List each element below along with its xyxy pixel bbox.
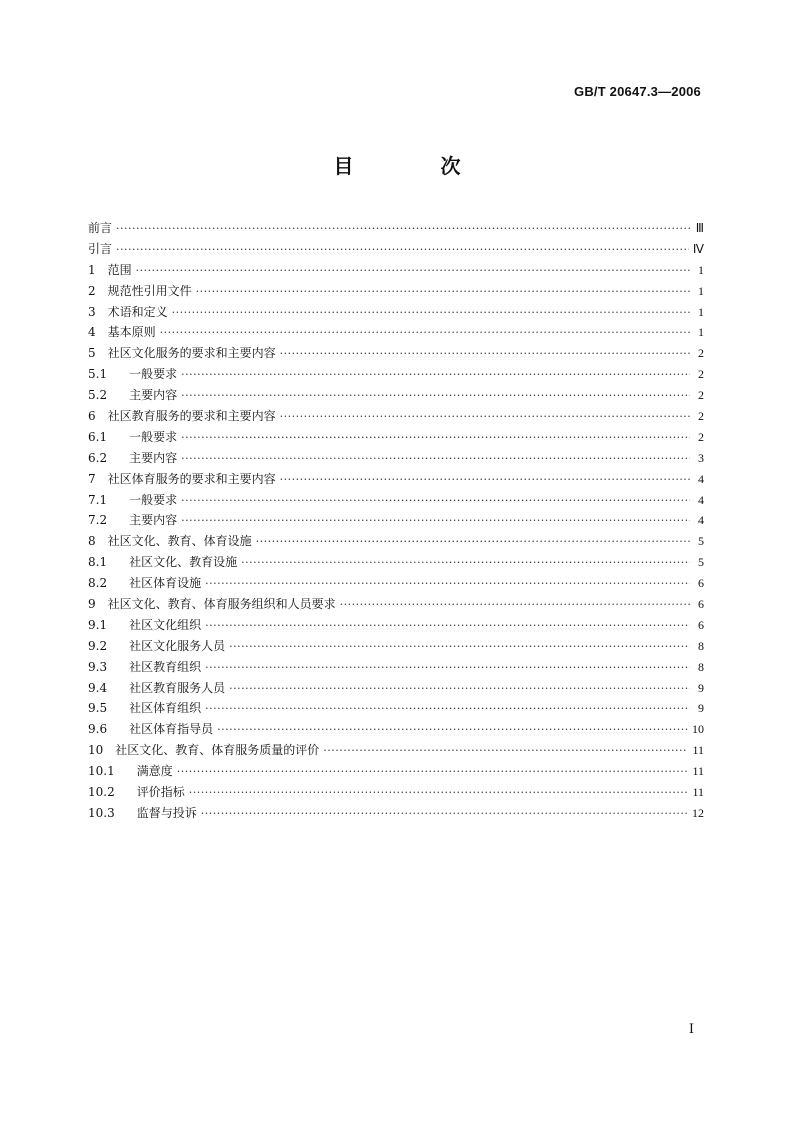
- toc-leader-dots: [172, 303, 690, 324]
- toc-entry-number: 9.2: [88, 638, 108, 653]
- toc-entry[interactable]: [88, 218, 704, 239]
- toc-entry-page: 6: [698, 576, 704, 591]
- toc-entry-number: 1: [88, 262, 96, 277]
- toc-leader-dots: [181, 428, 690, 449]
- page-title: 目 次: [333, 154, 501, 178]
- toc-entry-page: Ⅲ: [695, 221, 704, 235]
- toc-leader-dots: [323, 741, 688, 762]
- toc-entry-page: 5: [698, 555, 704, 570]
- toc-entry-number: 3: [88, 304, 96, 319]
- toc-entry[interactable]: [88, 573, 704, 594]
- toc-entry[interactable]: [88, 531, 704, 552]
- toc-entry[interactable]: [88, 761, 704, 782]
- toc-entry-label: 主要内容: [129, 513, 178, 528]
- toc-entry-label: 社区文化、教育设施: [129, 555, 238, 570]
- toc-entry-page: 1: [698, 262, 704, 277]
- toc-entry-number: 10.3: [88, 805, 115, 820]
- toc-entry[interactable]: [88, 427, 704, 448]
- toc-entry-label: 引言: [88, 241, 113, 256]
- toc-entry[interactable]: [88, 698, 704, 719]
- toc-entry-number: 9.6: [88, 722, 108, 737]
- toc-entry-label: 社区体育组织: [129, 701, 202, 716]
- toc-entry-number: 8: [88, 534, 96, 549]
- toc-entry[interactable]: [88, 239, 704, 260]
- toc-entry-number: 6.2: [88, 450, 108, 465]
- toc-entry-label: 社区体育设施: [129, 576, 202, 591]
- toc-entry-label: 社区文化服务人员: [129, 638, 226, 653]
- toc-entry-number: 10: [88, 743, 104, 758]
- toc-entry[interactable]: [88, 364, 704, 385]
- toc-entry-number: 5: [88, 346, 96, 361]
- toc-leader-dots: [181, 365, 690, 386]
- toc-entry-label: 一般要求: [129, 492, 178, 507]
- toc-entry-page: 2: [698, 409, 704, 424]
- toc-entry-page: 11: [692, 743, 704, 758]
- toc-entry[interactable]: [88, 803, 704, 824]
- toc-entry-page: 1: [698, 325, 704, 340]
- toc-entry[interactable]: [88, 343, 704, 364]
- toc-entry-page: Ⅳ: [692, 241, 704, 256]
- toc-entry[interactable]: [88, 552, 704, 573]
- toc-leader-dots: [177, 762, 689, 783]
- document-id: GB/T 20647.3—2006: [574, 84, 701, 99]
- toc-leader-dots: [340, 595, 690, 616]
- toc-entry-page: 5: [698, 534, 704, 549]
- toc-entry[interactable]: [88, 302, 704, 323]
- toc-entry-page: 12: [692, 805, 704, 820]
- toc-entry-label: 规范性引用文件: [107, 283, 192, 298]
- toc-entry[interactable]: [88, 782, 704, 803]
- toc-entry-number: 9.4: [88, 680, 108, 695]
- toc-entry-number: 5.2: [88, 388, 108, 403]
- toc-entry-number: 7: [88, 471, 96, 486]
- toc-entry-label: 基本原则: [107, 325, 156, 340]
- toc-entry-page: 9: [698, 680, 704, 695]
- toc-entry-page: 2: [698, 346, 704, 361]
- toc-entry-number: 9.1: [88, 617, 108, 632]
- toc-leader-dots: [116, 219, 690, 240]
- toc-entry-label: 社区体育指导员: [129, 722, 214, 737]
- toc-leader-dots: [205, 616, 690, 637]
- toc-entry-label: 社区教育服务的要求和主要内容: [107, 409, 276, 424]
- toc-entry-page: 2: [698, 388, 704, 403]
- toc-entry-label: 前言: [88, 221, 113, 235]
- toc-entry-page: 10: [692, 722, 704, 737]
- toc-entry-number: 7.1: [88, 492, 108, 507]
- toc-leader-dots: [229, 679, 690, 700]
- toc-entry-label: 一般要求: [129, 367, 178, 382]
- toc-leader-dots: [229, 637, 690, 658]
- toc-leader-dots: [280, 344, 690, 365]
- toc-entry[interactable]: [88, 636, 704, 657]
- toc-entry-number: 6.1: [88, 429, 108, 444]
- toc-entry-label: 评价指标: [136, 785, 185, 800]
- toc-entry[interactable]: [88, 281, 704, 302]
- toc-entry-page: 8: [698, 659, 704, 674]
- toc-entry-number: 8.2: [88, 576, 108, 591]
- toc-entry-label: 社区文化、教育、体育服务组织和人员要求: [107, 597, 336, 612]
- toc-entry[interactable]: [88, 448, 704, 469]
- toc-entry[interactable]: [88, 615, 704, 636]
- toc-leader-dots: [136, 261, 690, 282]
- toc-leader-dots: [205, 574, 690, 595]
- toc-entry[interactable]: [88, 657, 704, 678]
- toc-entry[interactable]: [88, 740, 704, 761]
- toc-entry-label: 社区教育组织: [129, 659, 202, 674]
- toc-entry-page: 9: [698, 701, 704, 716]
- page-number: I: [688, 1022, 694, 1037]
- toc-entry-number: 9: [88, 597, 96, 612]
- toc-entry-page: 8: [698, 638, 704, 653]
- toc-entry-label: 范围: [107, 262, 132, 277]
- toc-entry-label: 社区文化、教育、体育服务质量的评价: [115, 743, 320, 758]
- toc-entry-page: 1: [698, 283, 704, 298]
- toc-entry-page: 4: [698, 471, 704, 486]
- toc-leader-dots: [116, 240, 689, 261]
- toc-leader-dots: [181, 511, 690, 532]
- toc-entry-number: 5.1: [88, 367, 108, 382]
- toc-leader-dots: [181, 386, 690, 407]
- toc-entry[interactable]: [88, 510, 704, 531]
- toc-leader-dots: [205, 699, 690, 720]
- toc-entry[interactable]: [88, 260, 704, 281]
- toc-entry-page: 4: [698, 492, 704, 507]
- toc-entry-number: 9.3: [88, 659, 108, 674]
- toc-leader-dots: [280, 470, 690, 491]
- toc-entry-page: 2: [698, 429, 704, 444]
- toc-leader-dots: [205, 658, 690, 679]
- toc-entry-number: 4: [88, 325, 96, 340]
- toc-leader-dots: [181, 449, 690, 470]
- toc-entry-page: 2: [698, 367, 704, 382]
- toc-entry[interactable]: [88, 469, 704, 490]
- toc-leader-dots: [241, 553, 690, 574]
- toc-entry[interactable]: [88, 322, 704, 343]
- table-of-contents: [88, 218, 704, 824]
- toc-leader-dots: [256, 532, 690, 553]
- toc-leader-dots: [201, 804, 688, 825]
- toc-entry-label: 主要内容: [129, 450, 178, 465]
- toc-entry[interactable]: [88, 678, 704, 699]
- toc-entry[interactable]: [88, 490, 704, 511]
- toc-entry-number: 6: [88, 409, 96, 424]
- toc-entry-label: 一般要求: [129, 429, 178, 444]
- toc-leader-dots: [196, 282, 690, 303]
- toc-entry-number: 7.2: [88, 513, 108, 528]
- toc-entry-label: 监督与投诉: [136, 805, 197, 820]
- toc-entry-page: 11: [692, 764, 704, 779]
- toc-entry-page: 4: [698, 513, 704, 528]
- toc-leader-dots: [181, 491, 690, 512]
- toc-entry-page: 1: [698, 304, 704, 319]
- toc-leader-dots: [160, 323, 690, 344]
- toc-entry-number: 8.1: [88, 555, 108, 570]
- toc-leader-dots: [189, 783, 689, 804]
- toc-entry-page: 6: [698, 597, 704, 612]
- toc-entry-label: 满意度: [136, 764, 173, 779]
- toc-entry-label: 社区文化服务的要求和主要内容: [107, 346, 276, 361]
- toc-entry[interactable]: [88, 719, 704, 740]
- toc-entry-page: 11: [692, 785, 704, 800]
- toc-entry-page: 3: [698, 450, 704, 465]
- toc-entry-label: 主要内容: [129, 388, 178, 403]
- toc-leader-dots: [217, 720, 688, 741]
- toc-leader-dots: [280, 407, 690, 428]
- toc-entry-label: 社区体育服务的要求和主要内容: [107, 471, 276, 486]
- toc-entry-page: 6: [698, 617, 704, 632]
- toc-entry[interactable]: [88, 385, 704, 406]
- toc-entry-number: 9.5: [88, 701, 108, 716]
- toc-entry-label: 术语和定义: [107, 304, 168, 319]
- toc-entry-number: 10.1: [88, 764, 115, 779]
- toc-entry-label: 社区文化组织: [129, 617, 202, 632]
- toc-entry-number: 10.2: [88, 785, 115, 800]
- toc-entry[interactable]: [88, 594, 704, 615]
- toc-entry-number: 2: [88, 283, 96, 298]
- toc-entry-label: 社区文化、教育、体育设施: [107, 534, 252, 549]
- toc-entry-label: 社区教育服务人员: [129, 680, 226, 695]
- toc-entry[interactable]: [88, 406, 704, 427]
